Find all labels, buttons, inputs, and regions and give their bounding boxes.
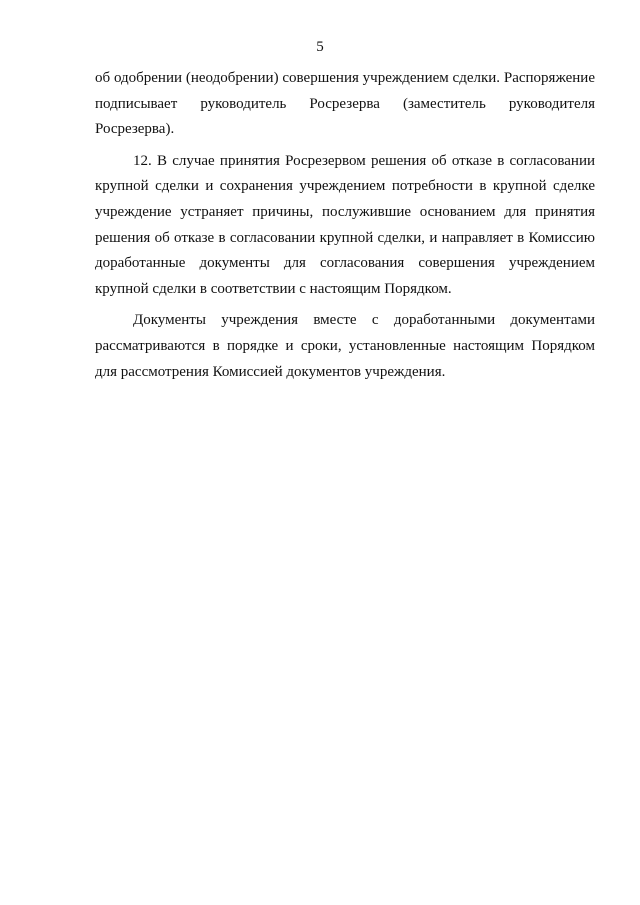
paragraph-item-12: 12. В случае принятия Росрезервом решения об отказе в согласовании крупной сделки и сохранения учреждением потребности в крупной сделке учреждение устраняет причины, послужившие основанием для принятия решения об отказе в согласовании крупной сделки, и направляет в Комиссию доработанные документы для согласования совершения учреждением крупной сделки в соответствии с настоящим Порядком. [95,152,595,297]
document-body [95,66,595,385]
page-number: 5 [316,39,324,55]
paragraph-continuation: об одобрении (неодобрении) совершения учреждением сделки. Распоряжение подписывает руководитель Росрезерва (заместитель руководителя Росрезерва). [95,70,595,138]
paragraph-documents-review: Документы учреждения вместе с доработанными документами рассматриваются в порядке и сроки, установленные настоящим Порядком для рассмотрения Комиссией документов учреждения. [95,312,595,380]
